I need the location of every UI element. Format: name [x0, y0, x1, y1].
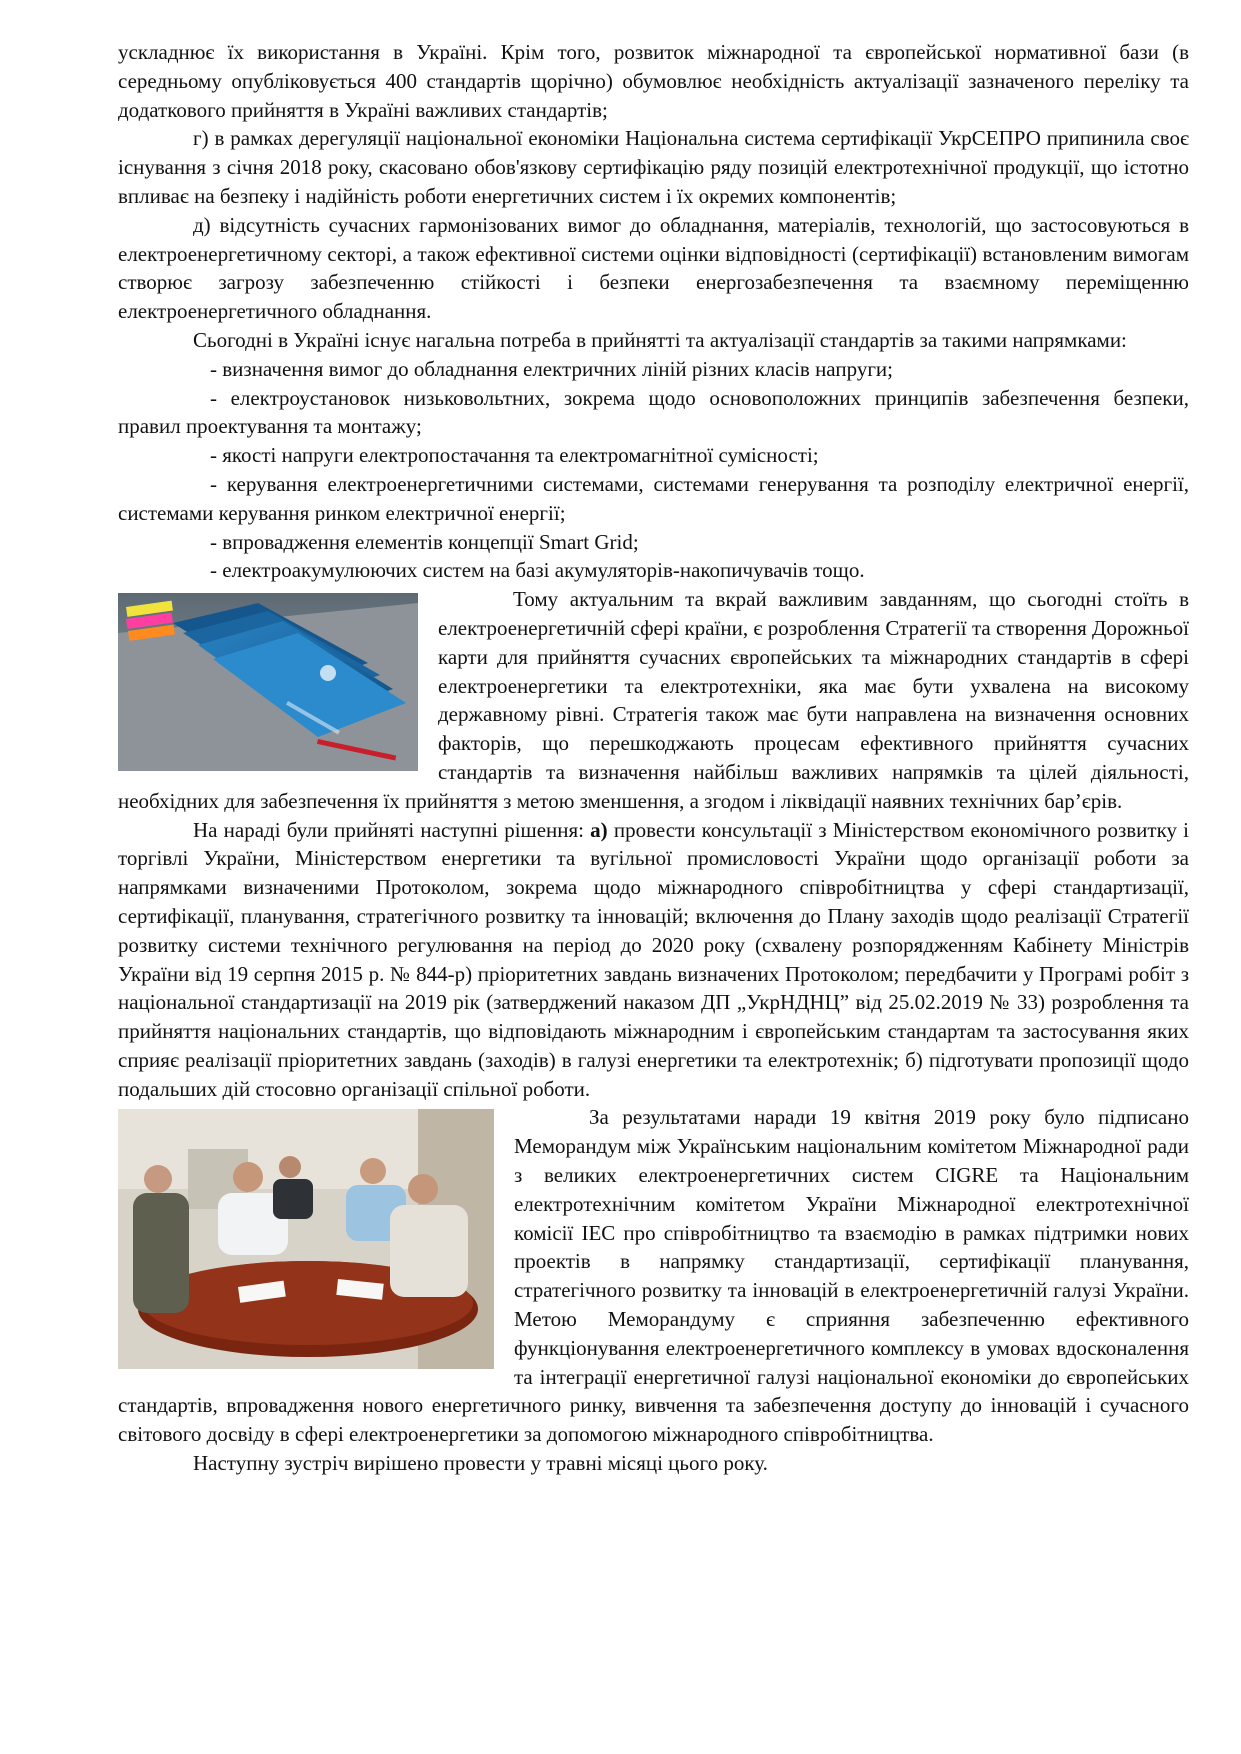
document-page	[118, 38, 1189, 1478]
brochures-photo	[118, 593, 418, 771]
paragraph-today: Сьогодні в Україні існує нагальна потреба в прийнятті та актуалізації стандартів за такими напрямками:	[193, 327, 1127, 352]
paragraph-strategy: Тому актуальним та вкрай важливим завданням, що сьогодні стоїть в електроенергетичній сфері країни, є розроблення Стратегії та створення Дорожньої карти для прийняття сучасних європейських та міжнародних стандартів в сфері електроенергетики та електротехніки, яка має бути ухвалена на високому державному рівні. Стратегія також має бути направлена на визначення основних факторів, що перешкоджають процесам ефективного прийняття сучасних стандартів та визначення найбільш важливих напрямків та цілей діяльності, необхідних для забезпечення їх прийняття з метою зменшення, а згодом і ліквідації наявних технічних бар’єрів.	[118, 587, 1189, 813]
decisions-rest: провести консультації з Міністерством економічного розвитку і торгівлі України, Міністерством енергетики та вугільної промисловості України щодо організації роботи за напрямками визначеними Протоколом, зокрема щодо міжнародного співробітництва у сфері стандартизації, сертифікації, планування, стратегічного розвитку та інновацій; включення до Плану заходів щодо реалізації Стратегії розвитку системи технічного регулювання на період до 2020 року (схвалену розпорядженням Кабінету Міністрів України від 19 серпня 2015 р. № 844-р) пріоритетних завдань визначених Протоколом; передбачити у Програмі робіт з національної стандартизації на 2019 рік (затверджений наказом ДП „УкрНДНЦ” від 25.02.2019 № 33) розроблення та прийняття національних стандартів, що відповідають міжнародним і європейським стандартам та застосування яких сприяє реалізації пріоритетних завдань (заходів) в галузі енергетики та електротехнік; б) підготувати пропозиції щодо подальших дій стосовно організації спільної роботи.	[118, 817, 1189, 1101]
bullet-item: - якості напруги електропостачання та електромагнітної сумісності;	[210, 443, 819, 468]
decisions-lead: На нараді були прийняті наступні рішення:	[193, 817, 591, 842]
paragraph-next-meeting: Наступну зустріч вирішено провести у травні місяці цього року.	[193, 1451, 768, 1476]
paragraph-memorandum: За результатами наради 19 квітня 2019 року було підписано Меморандум між Українським національним комітетом Міжнародної ради з великих електроенергетичних систем CIGRE та Національним електротехнічним комітетом України Міжнародної електротехнічної комісії IEC про співробітництво та взаємодію в рамках підтримки нових проектів в напрямку стандартизації, сертифікації планування, стратегічного розвитку та інновацій в електроенергетичній галузі України. Метою Меморандуму є сприяння забезпеченню ефективного функціонування електроенергетичного комплексу в умовах вдосконалення та інтеграції енергетичної галузі національної економіки до європейських стандартів, впровадження нового енергетичного ринку, вивчення та забезпечення доступу до інновацій і сучасного світового досвіду в сфері електроенергетики за допомогою міжнародного співробітництва.	[118, 1105, 1189, 1447]
meeting-photo	[118, 1109, 494, 1369]
decisions-a: а)	[590, 817, 608, 842]
bullet-item: - електроакумулюючих систем на базі акумуляторів-накопичувачів тощо.	[210, 558, 865, 583]
paragraph-1: ускладнює їх використання в Україні. Крім того, розвиток міжнародної та європейської нормативної бази (в середньому опубліковується 400 стандартів щорічно) обумовлює необхідність актуалізації зазначеного переліку та додаткового прийняття в Україні важливих стандартів;	[118, 40, 1189, 122]
meeting-photo-graphic	[118, 1109, 494, 1369]
brochures-photo-graphic	[118, 593, 418, 771]
paragraph-g: г) в рамках дерегуляції національної економіки Національна система сертифікації УкрСЕПРО припинила своє існування з січня 2018 року, скасовано обов'язкову сертифікацію ряду позицій електротехнічної продукції, що істотно впливає на безпеку і надійність роботи енергетичних систем і їх окремих компонентів;	[118, 126, 1189, 208]
bullet-item: - впровадження елементів концепції Smart Grid;	[210, 529, 639, 554]
paragraph-decisions	[118, 816, 1189, 1104]
bullet-item: - електроустановок низьковольтних, зокрема щодо основоположних принципів забезпечення безпеки, правил проектування та монтажу;	[118, 385, 1189, 439]
paragraph-d: д) відсутність сучасних гармонізованих вимог до обладнання, матеріалів, технологій, що застосовуються в електроенергетичному секторі, а також ефективної системи оцінки відповідності (сертифікації) встановленим вимогам створює загрозу забезпеченню стійкості і безпеки енергозабезпечення та взаємному переміщенню електроенергетичного обладнання.	[118, 212, 1189, 324]
bullet-item: - визначення вимог до обладнання електричних ліній різних класів напруги;	[210, 356, 894, 381]
bullet-item: - керування електроенергетичними системами, системами генерування та розподілу електричної енергії, системами керування ринком електричної енергії;	[118, 471, 1189, 525]
